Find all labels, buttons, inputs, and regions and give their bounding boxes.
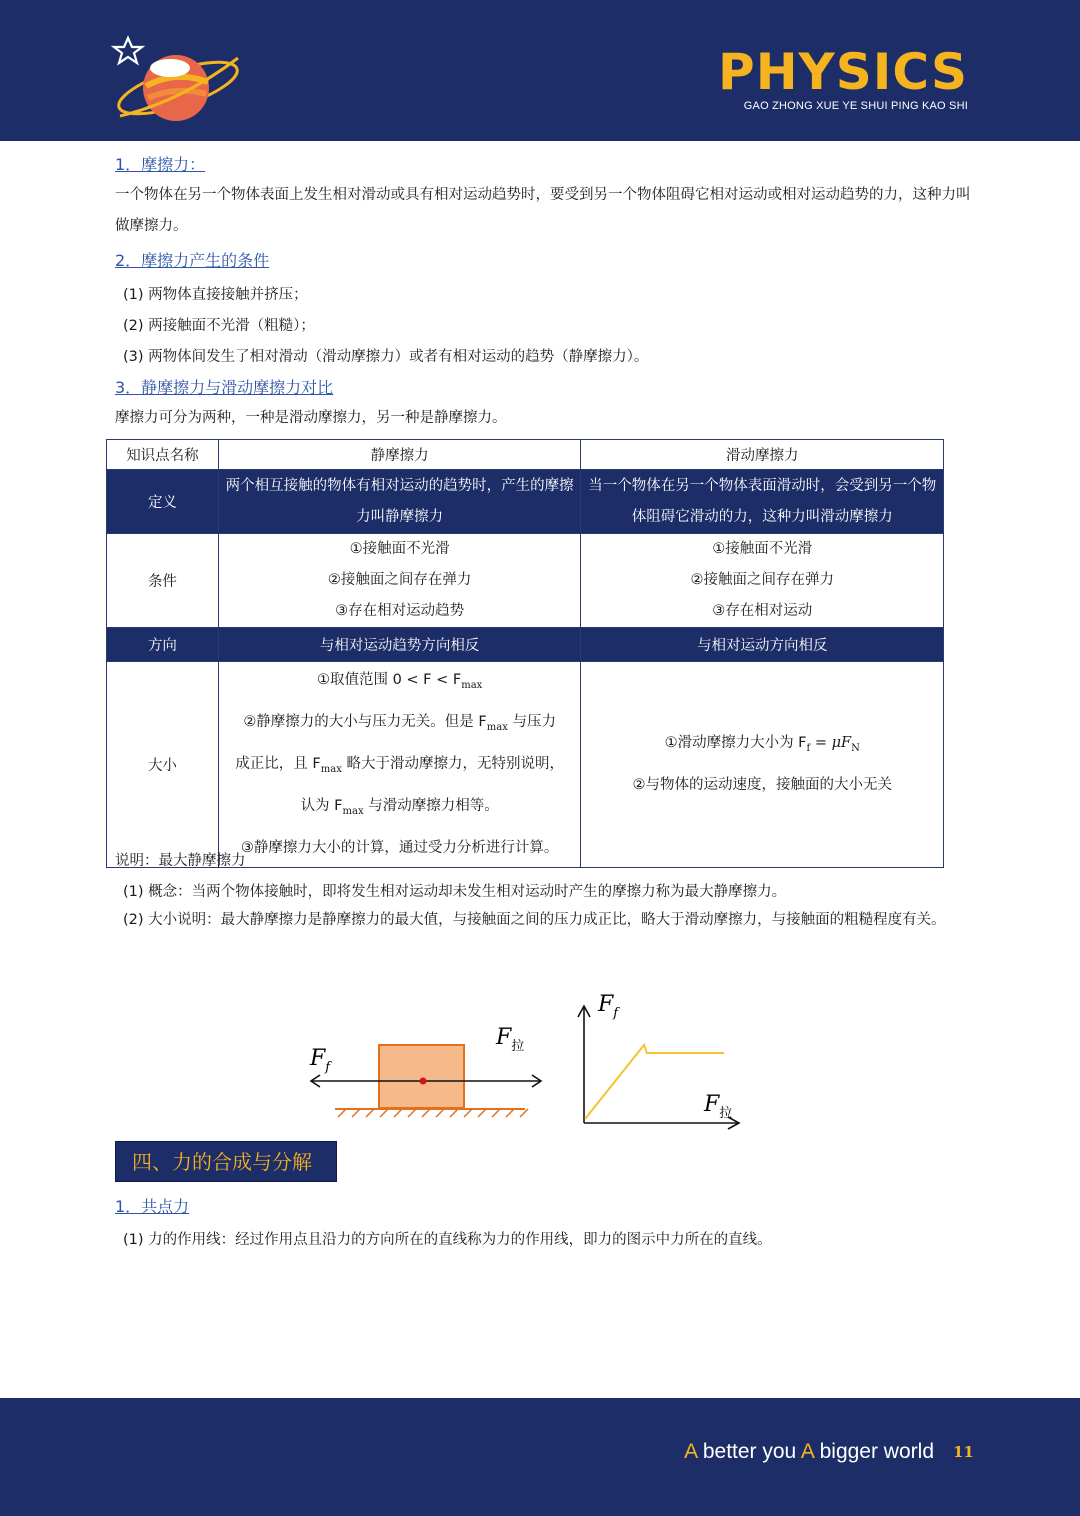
list-item: ②接触面之间存在弹力 — [327, 572, 472, 588]
static-definition: 两个相互接触的物体有相对运动的趋势时，产生的摩擦力叫静摩擦力 — [218, 470, 581, 534]
condition-item-3: (3) 两物体间发生了相对滑动（滑动摩擦力）或者有相对运动的趋势（静摩擦力）。 — [123, 349, 649, 365]
table-row-magnitude — [107, 662, 944, 868]
concurrent-item-1: (1) 力的作用线：经过作用点且沿力的方向所在的直线称为力的作用线，即力的图示中力所在的直线。 — [123, 1232, 772, 1248]
magnitude-line: ①滑动摩擦力大小为 $F_f = \mu F_N$ — [664, 735, 860, 754]
magnitude-line: ②与物体的运动速度，接触面的大小无关 — [632, 777, 892, 793]
list-item: ②接触面之间存在弹力 — [690, 572, 834, 588]
static-direction: 与相对运动趋势方向相反 — [218, 628, 581, 662]
heading-friction-conditions[interactable]: 2．摩擦力产生的条件 — [115, 251, 270, 270]
table-row-direction — [107, 628, 944, 662]
note-title: 说明：最大静摩擦力 — [115, 853, 246, 869]
magnitude-line: 成正比，且 $F_{max}$ 略大于滑动摩擦力，无特别说明， — [235, 756, 564, 775]
kinetic-magnitude — [581, 662, 944, 868]
row-label: 大小 — [107, 662, 219, 868]
section-title-box: 四、力的合成与分解 — [115, 1141, 337, 1182]
kinetic-conditions — [581, 534, 944, 628]
row-label: 方向 — [107, 628, 219, 662]
table-header-cell: 知识点名称 — [107, 440, 219, 470]
list-item: ①接触面不光滑 — [712, 541, 813, 557]
brand-subtitle: GAO ZHONG XUE YE SHUI PING KAO SHI — [743, 100, 968, 112]
row-label: 条件 — [107, 534, 219, 628]
heading-comparison[interactable]: 3．静摩擦力与滑动摩擦力对比 — [115, 378, 334, 397]
label-pull: $F_拉$ — [496, 1025, 525, 1054]
heading-friction[interactable]: 1．摩擦力： — [115, 155, 206, 174]
magnitude-line: ①取值范围 $0 < F < F_{max}$ — [316, 672, 483, 691]
center-dot — [420, 1078, 427, 1085]
heading-concurrent-forces[interactable]: 1．共点力 — [115, 1197, 190, 1216]
list-item: ①接触面不光滑 — [349, 541, 450, 557]
block — [379, 1045, 464, 1108]
list-item: ③存在相对运动趋势 — [335, 603, 465, 619]
comparison-intro: 摩擦力可分为两种，一种是滑动摩擦力，另一种是静摩擦力。 — [115, 410, 507, 426]
ground-hatching — [338, 1109, 528, 1117]
table-header-row — [107, 440, 944, 470]
friction-definition: 一个物体在另一个物体表面上发生相对滑动或具有相对运动趋势时，要受到另一个物体阻碍它相对运动或相对运动趋势的力，这种力叫做摩擦力。 — [115, 187, 971, 234]
label-friction: $F_f$ — [310, 1046, 331, 1075]
kinetic-direction: 与相对运动方向相反 — [581, 628, 944, 662]
planet-logo-icon — [110, 30, 245, 130]
static-conditions — [218, 534, 581, 628]
note-item-2: (2) 大小说明：最大静摩擦力是静摩擦力的最大值，与接触面之间的压力成正比，略大于滑动摩擦力，与接触面的粗糙程度有关。 — [123, 912, 946, 928]
graph-x-label: $F_拉$ — [704, 1092, 733, 1121]
friction-figure — [300, 985, 760, 1135]
magnitude-line: 认为 $F_{max}$ 与滑动摩擦力相等。 — [300, 798, 499, 817]
brand — [718, 43, 968, 112]
note-item-1: (1) 概念：当两个物体接触时，即将发生相对运动却未发生相对运动时产生的摩擦力称为最大静摩擦力。 — [123, 884, 787, 900]
condition-item-2: (2) 两接触面不光滑（粗糙）； — [123, 318, 315, 334]
static-magnitude — [218, 662, 581, 868]
page-header — [0, 0, 1080, 141]
graph-y-label: $F_f$ — [598, 992, 619, 1021]
table-header-cell: 静摩擦力 — [218, 440, 581, 470]
magnitude-line: ③静摩擦力大小的计算，通过受力分析进行计算。 — [240, 840, 559, 856]
row-label: 定义 — [107, 470, 219, 534]
footer-slogan: A better you A bigger world — [684, 1440, 934, 1463]
table-row-conditions — [107, 534, 944, 628]
table-header-cell: 滑动摩擦力 — [581, 440, 944, 470]
kinetic-definition: 当一个物体在另一个物体表面滑动时，会受到另一个物体阻碍它滑动的力，这种力叫滑动摩擦力 — [581, 470, 944, 534]
comparison-table — [106, 439, 944, 868]
brand-title: PHYSICS — [718, 43, 968, 101]
magnitude-line: ②静摩擦力的大小与压力无关。但是 $F_{max}$ 与压力 — [243, 714, 556, 733]
list-item: ③存在相对运动 — [712, 603, 813, 619]
condition-item-1: (1) 两物体直接接触并挤压； — [123, 287, 308, 303]
page-number: 11 — [953, 1443, 974, 1461]
table-row-definition — [107, 470, 944, 534]
